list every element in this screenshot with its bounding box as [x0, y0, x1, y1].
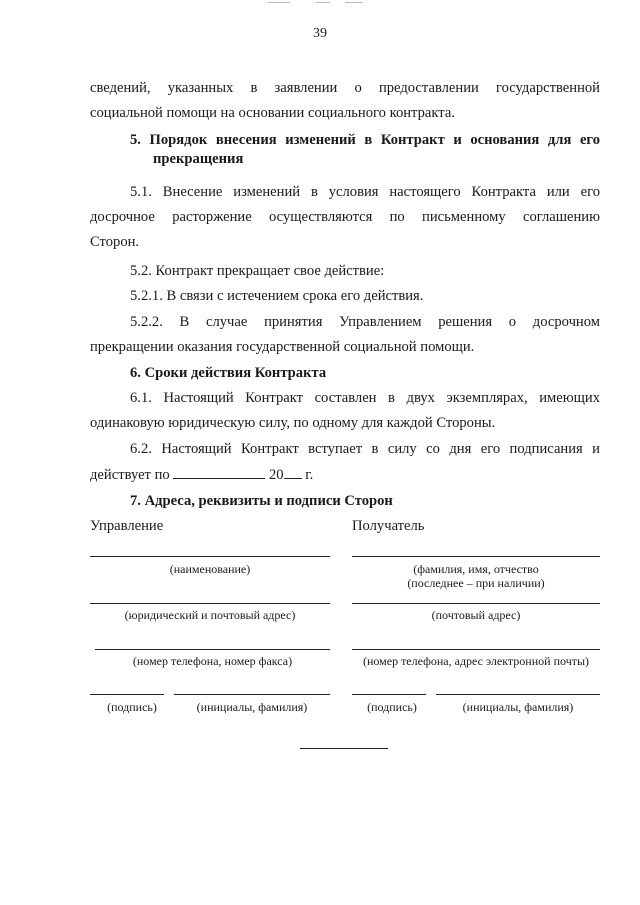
validity-prefix: действует по	[90, 467, 170, 483]
right-initials-caption: (инициалы, фамилия)	[462, 700, 574, 714]
continuation-line-2: социальной помощи на основании социального контракта.	[90, 105, 455, 121]
validity-suffix: г.	[305, 467, 314, 483]
right-signature-line[interactable]	[352, 694, 426, 695]
validity-year: 20	[269, 467, 284, 483]
scan-artifact	[268, 2, 290, 3]
page-number: 39	[313, 26, 327, 41]
section-5-heading-line-1: 5. Порядок внесения изменений в Контракт и основания для его	[130, 132, 600, 148]
right-address-line[interactable]	[352, 603, 600, 604]
left-address-caption: (юридический и почтовый адрес)	[124, 608, 296, 622]
left-phone-line[interactable]	[95, 649, 330, 650]
left-signature-caption: (подпись)	[107, 700, 157, 714]
continuation-line-1: сведений, указанных в заявлении о предоставлении государственной	[90, 80, 600, 96]
left-phone-caption: (номер телефона, номер факса)	[132, 654, 293, 668]
scan-artifact	[316, 2, 330, 3]
right-initials-line[interactable]	[436, 694, 600, 695]
right-party-label: Получатель	[352, 518, 425, 534]
left-address-line[interactable]	[90, 603, 330, 604]
clause-6-2-line-2	[90, 463, 600, 489]
right-phone-caption: (номер телефона, адрес электронной почты)	[362, 654, 590, 668]
left-party-label: Управление	[90, 518, 164, 534]
clause-5-2-2-line-2: прекращении оказания государственной социальной помощи.	[90, 339, 475, 355]
right-name-line[interactable]	[352, 556, 600, 557]
clause-5-1-line-1: 5.1. Внесение изменений в условия настоящего Контракта или его	[130, 184, 600, 200]
clause-6-2-line-1: 6.2. Настоящий Контракт вступает в силу со дня его подписания и	[130, 441, 600, 457]
left-initials-line[interactable]	[174, 694, 330, 695]
right-address-caption: (почтовый адрес)	[431, 608, 521, 622]
left-initials-caption: (инициалы, фамилия)	[196, 700, 308, 714]
scan-artifact	[345, 2, 363, 3]
right-name-caption-line-1: (фамилия, имя, отчество	[413, 562, 539, 576]
right-signature-caption: (подпись)	[367, 700, 417, 714]
right-name-caption-line-2: (последнее – при наличии)	[407, 576, 545, 590]
validity-year-blank[interactable]	[284, 464, 302, 479]
clause-5-2-1: 5.2.1. В связи с истечением срока его действия.	[130, 288, 424, 304]
section-5-heading-line-2: прекращения	[153, 151, 244, 167]
section-7-heading: 7. Адреса, реквизиты и подписи Сторон	[130, 493, 393, 509]
clause-6-1-line-1: 6.1. Настоящий Контракт составлен в двух экземплярах, имеющих	[130, 390, 600, 406]
end-separator-line	[300, 748, 388, 749]
clause-5-1-line-3: Сторон.	[90, 234, 140, 250]
validity-date-blank[interactable]	[173, 464, 265, 479]
right-phone-line[interactable]	[352, 649, 600, 650]
section-6-heading: 6. Сроки действия Контракта	[130, 365, 327, 381]
clause-5-1-line-2: досрочное расторжение осуществляются по письменному соглашению	[90, 209, 600, 225]
clause-5-2: 5.2. Контракт прекращает свое действие:	[130, 263, 385, 279]
clause-5-2-2-line-1: 5.2.2. В случае принятия Управлением решения о досрочном	[130, 314, 600, 330]
left-signature-line[interactable]	[90, 694, 164, 695]
left-name-line[interactable]	[90, 556, 330, 557]
left-name-caption: (наименование)	[169, 562, 251, 576]
clause-6-1-line-2: одинаковую юридическую силу, по одному для каждой Стороны.	[90, 415, 496, 431]
